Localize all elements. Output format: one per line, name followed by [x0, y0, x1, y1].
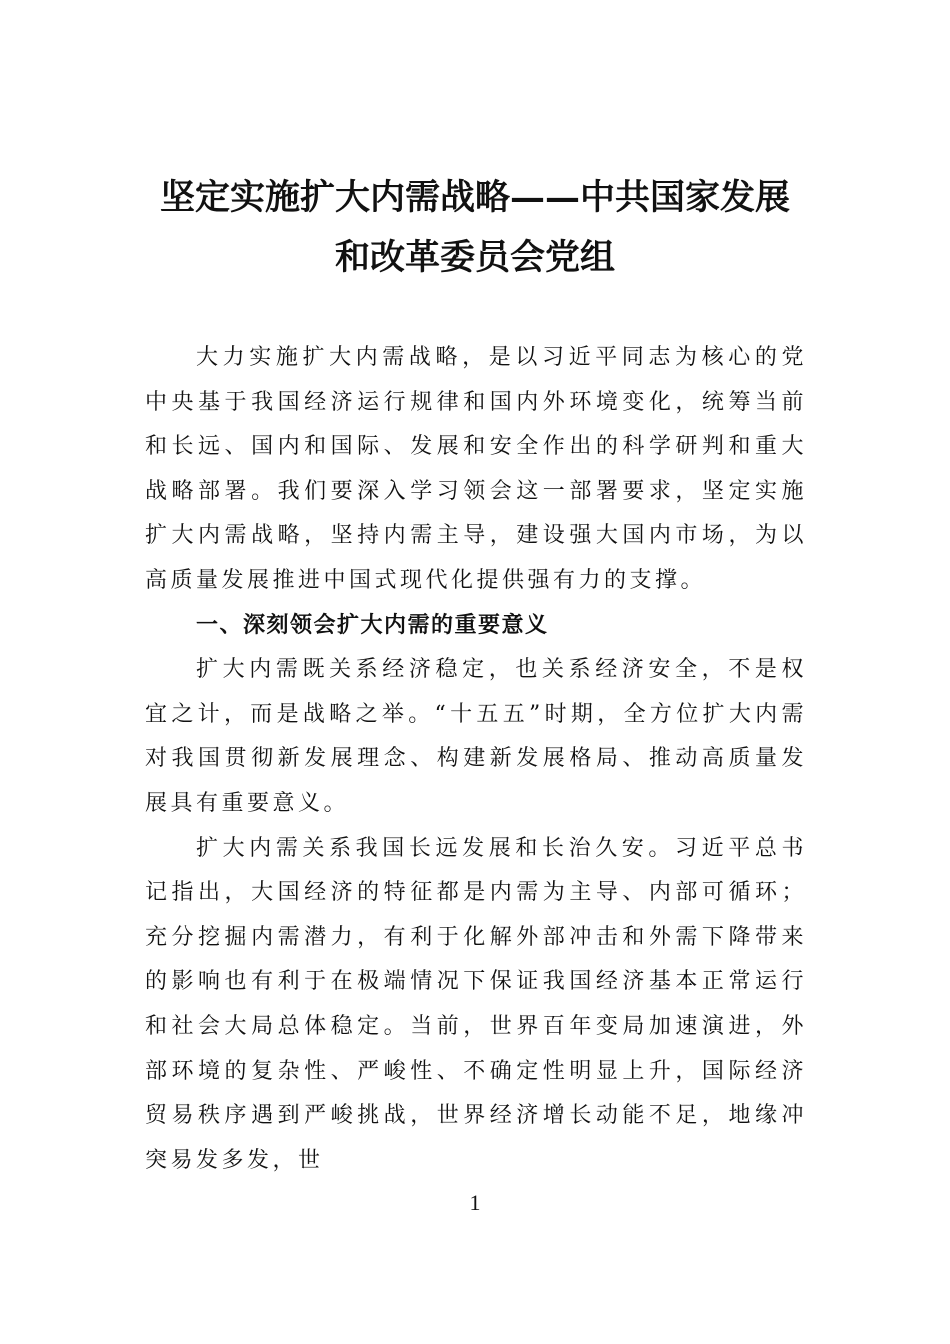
body-paragraph-1: 扩大内需既关系经济稳定，也关系经济安全，不是权宜之计，而是战略之举。“十五五”时期，全方位扩大内需对我国贯彻新发展理念、构建新发展格局、推动高质量发展具有重要意义。 — [145, 657, 807, 816]
title-line-1: 坚定实施扩大内需战略——中共国家发展 — [159, 177, 790, 218]
document-body — [145, 336, 807, 1183]
title-line-2: 和改革委员会党组 — [334, 237, 615, 278]
document-title — [145, 168, 805, 288]
body-paragraph-2: 扩大内需关系我国长远发展和长治久安。习近平总书记指出，大国经济的特征都是内需为主导、内部可循环；充分挖掘内需潜力，有利于化解外部冲击和外需下降带来的影响也有利于在极端情况下保证我国经济基本正常运行和社会大局总体稳定。当前，世界百年变局加速演进，外部环境的复杂性、严峻性、不确定性明显上升，国际经济贸易秩序遇到严峻挑战，世界经济增长动能不足，地缘冲突易发多发，世 — [145, 835, 807, 1173]
page-number: 1 — [469, 1190, 481, 1215]
intro-paragraph: 大力实施扩大内需战略，是以习近平同志为核心的党中央基于我国经济运行规律和国内外环境变化，统筹当前和长远、国内和国际、发展和安全作出的科学研判和重大战略部署。我们要深入学习领会这一部署要求，坚定实施扩大内需战略，坚持内需主导，建设强大国内市场，为以高质量发展推进中国式现代化提供强有力的支撑。 — [145, 345, 807, 593]
section-heading-1: 一、深刻领会扩大内需的重要意义 — [196, 612, 549, 638]
